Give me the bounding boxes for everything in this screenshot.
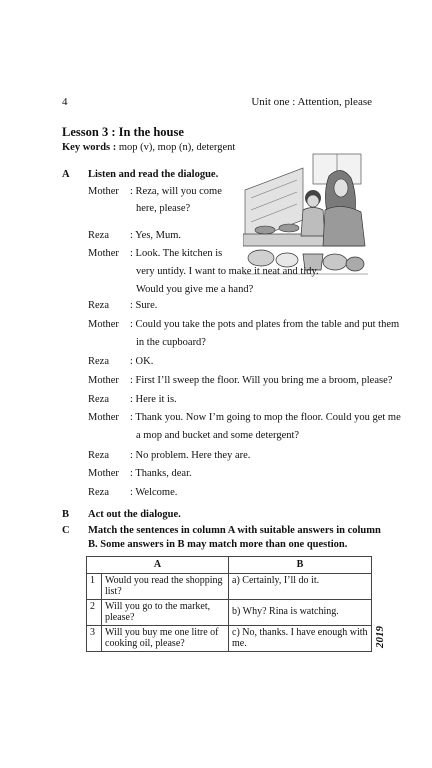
dialogue-line: : Welcome. [130,487,178,498]
column-a-cell: Would you read the shopping list? [102,573,229,599]
dialogue-speaker: Mother [88,375,119,386]
table-row [87,625,372,651]
section-b-text: Act out the dialogue. [88,509,181,520]
column-b-header: B [229,557,372,574]
dialogue-line: : First I’ll sweep the floor. Will you bring me a broom, please? [130,375,393,386]
section-b-letter: B [62,509,70,520]
page-number: 4 [62,96,68,108]
dialogue-line: in the cupboard? [136,337,206,348]
lesson-title: Lesson 3 : In the house [62,125,184,139]
match-table [86,556,372,652]
dialogue-speaker: Mother [88,468,119,479]
dialogue-line: : No problem. Here they are. [130,450,251,461]
table-header-row [87,557,372,574]
section-c-instruction: B. Some answers in B may match more than one question. [88,539,348,550]
dialogue-line: : OK. [130,356,154,367]
dialogue-line: Would you give me a hand? [136,284,254,295]
year-label: 2019 [374,626,386,648]
row-number: 2 [87,599,102,625]
dialogue-line: : Reza, will you come [130,186,222,197]
dialogue-line: : Thank you. Now I’m going to mop the floor. Could you get me [130,412,401,423]
dialogue-speaker: Reza [88,450,109,461]
section-c-instruction: Match the sentences in column A with suitable answers in column [88,525,381,536]
dialogue-line: here, please? [136,203,191,214]
dialogue-speaker: Reza [88,394,109,405]
row-number: 1 [87,573,102,599]
column-a-cell: Will you go to the market, please? [102,599,229,625]
dialogue-speaker: Mother [88,319,119,330]
dialogue-line: : Yes, Mum. [130,230,182,241]
column-b-cell: b) Why? Rina is watching. [229,599,372,625]
column-a-cell: Will you buy me one litre of cooking oil, please? [102,625,229,651]
dialogue-line: : Sure. [130,300,158,311]
column-b-cell: c) No, thanks. I have enough with me. [229,625,372,651]
key-words-label: Key words : [62,142,117,153]
row-number: 3 [87,625,102,651]
dialogue-speaker: Mother [88,248,119,259]
section-a-heading: Listen and read the dialogue. [88,169,219,180]
table-row [87,573,372,599]
dialogue-speaker: Reza [88,356,109,367]
dialogue-speaker: Reza [88,300,109,311]
column-a-header: A [87,557,229,574]
dialogue-line: : Could you take the pots and plates from the table and put them [130,319,400,330]
section-a-letter: A [62,169,70,180]
dialogue-speaker: Reza [88,230,109,241]
key-words [62,142,235,154]
kitchen-illustration [243,150,368,278]
dialogue-line: : Look. The kitchen is [130,248,223,259]
dialogue-speaker: Mother [88,186,119,197]
dialogue-line: very untidy. I want to make it neat and tidy. [136,266,319,277]
dialogue-line: : Thanks, dear. [130,468,192,479]
dialogue-speaker: Mother [88,412,119,423]
dialogue-speaker: Reza [88,487,109,498]
dialogue-line: a mop and bucket and some detergent? [136,430,300,441]
key-words-list: mop (v), mop (n), detergent [118,142,236,153]
dialogue-line: : Here it is. [130,394,177,405]
unit-title: Unit one : Attention, please [251,96,372,108]
column-b-cell: a) Certainly, I’ll do it. [229,573,372,599]
table-row [87,599,372,625]
section-c-letter: C [62,525,70,536]
